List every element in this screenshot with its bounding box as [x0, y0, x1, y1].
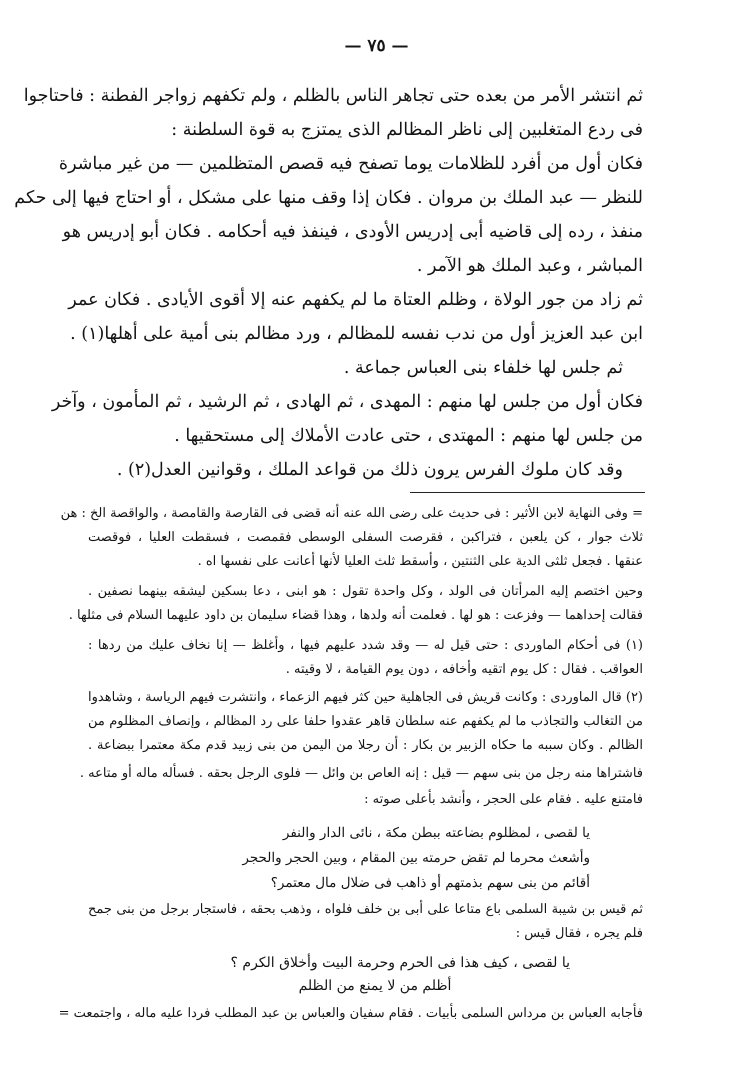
main-text-line: فكان أول من أفرد للظلامات يوما تصفح فيه قصص المتظلمين — من غير مباشرة	[58, 154, 643, 174]
footnote-line: = وفى النهاية لابن الأثير : فى حديث على رضى الله عنه أنه قضى فى القارصة والقامصة ، والواقصة الخ : هن	[60, 506, 643, 521]
poem-verse: أظلم من لا يمنع من الظلم	[298, 978, 452, 994]
main-text-line: فكان أول من جلس لها منهم : المهدى ، ثم الهادى ، ثم الرشيد ، ثم المأمون ، وآخر	[51, 392, 643, 412]
main-text-line: ثم زاد من جور الولاة ، وظلم العتاة ما لم يكفهم عنه إلا أقوى الأيادى . فكان عمر	[68, 290, 643, 310]
footnote-line: (١) فى أحكام الماوردى : حتى قيل له — وقد شدد عليهم فيها ، وأغلظ — إنا نخاف عليك من ردها :	[88, 638, 643, 653]
footnote-line: فقالت إحداهما — وفزعت : هو لها . فعلمت أنه ولدها ، وهذا قضاء سليمان بن داود عليهما السلام فى مثلها .	[68, 608, 643, 623]
main-text-line: فى ردع المتغلبين إلى ناظر المظالم الذى يمتزج به قوة السلطنة :	[171, 120, 643, 140]
main-text-line: من جلس لها منهم : المهتدى ، حتى عادت الأملاك إلى مستحقيها .	[174, 426, 643, 446]
footnote-line: الظالم . وكان سببه ما حكاه الزبير بن بكار : أن رجلا من اليمن من بنى زبيد قدم مكة معتمرا ببضاعة .	[88, 738, 643, 753]
page-number: — ٧٥ —	[344, 36, 409, 56]
footnote-line: من التغالب والتجاذب ما لم يكفهم عنه سلطان قاهر عقدوا حلفا على رد المظالم ، وإنصاف المظلوم من	[88, 714, 643, 729]
footnote-line: فامتنع عليه . فقام على الحجر ، وأنشد بأعلى صوته :	[364, 792, 643, 807]
poem-verse: وأشعث محرما لم تقض حرمته بين المقام ، وبين الحجر والحجر	[242, 850, 590, 866]
main-text-line: منفذ ، رده إلى قاضيه أبى إدريس الأودى ، فينفذ فيه أحكامه . فكان أبو إدريس هو	[62, 222, 643, 242]
main-text-line: ثم جلس لها خلفاء بنى العباس جماعة .	[343, 358, 623, 378]
footnote-line: فاشتراها منه رجل من بنى سهم — قيل : إنه العاص بن وائل — فلوى الرجل بحقه . فسأله ماله أو متاعه .	[79, 766, 643, 781]
footnote-line: فأجابه العباس بن مرداس السلمى بأبيات . فقام سفيان والعباس بن عبد المطلب فردا عليه ماله ، واجتمعت =	[58, 1006, 643, 1021]
main-text-line: ابن عبد العزيز أول من ندب نفسه للمظالم ، ورد مظالم بنى أمية على أهلها(١) .	[70, 324, 643, 344]
main-text-line: ثم انتشر الأمر من بعده حتى تجاهر الناس بالظلم ، ولم تكفهم زواجر الفطنة : فاحتاجوا	[23, 86, 643, 106]
footnote-line: العواقب . فقال : كل يوم اتقيه وأخافه ، دون يوم القيامة ، لا وقيته .	[285, 662, 643, 677]
footnote-line: ثلاث جوار ، كن يلعبن ، فتراكبن ، فقرصت السفلى الوسطى فقمصت ، فسقطت العليا ، فوقصت	[88, 530, 643, 545]
footnote-line: عنقها . فجعل ثلثى الدية على الثنتين ، وأسقط ثلث العليا لأنها أعانت على نفسها اه .	[197, 554, 643, 569]
main-text-line: وقد كان ملوك الفرس يرون ذلك من قواعد الملك ، وقوانين العدل(٢) .	[116, 460, 623, 480]
poem-verse: يا لقصى ، لمظلوم بضاعته ببطن مكة ، نائى الدار والنفر	[282, 825, 590, 841]
footnote-line: فلم يجره ، فقال قيس :	[515, 926, 643, 941]
footnote-line: ثم قيس بن شيبة السلمى باع متاعا على أبى بن خلف فلواه ، وذهب بحقه ، فاستجار برجل من بنى جمح	[88, 902, 643, 917]
main-text-line: المباشر ، وعبد الملك هو الآمر .	[416, 256, 643, 276]
footnote-divider	[410, 492, 645, 493]
poem-verse: أقائم من بنى سهم بذمتهم أو ذاهب فى ضلال مال معتمر؟	[270, 875, 590, 891]
poem-verse: يا لقصى ، كيف هذا فى الحرم وحرمة البيت وأخلاق الكرم ؟	[230, 955, 570, 971]
footnote-line: وحين اختصم إليه المرأتان فى الولد ، وكل واحدة تقول : هو ابنى ، دعا بسكين ليشقه بينهما نصفين .	[88, 584, 643, 599]
footnote-line: (٢) قال الماوردى : وكانت قريش فى الجاهلية حين كثر فيهم الزعماء ، وانتشرت فيهم الرياسة ، وشاهدوا	[88, 690, 643, 705]
main-text-line: للنظر — عبد الملك بن مروان . فكان إذا وقف منها على مشكل ، أو احتاج فيها إلى حكم	[14, 188, 643, 208]
